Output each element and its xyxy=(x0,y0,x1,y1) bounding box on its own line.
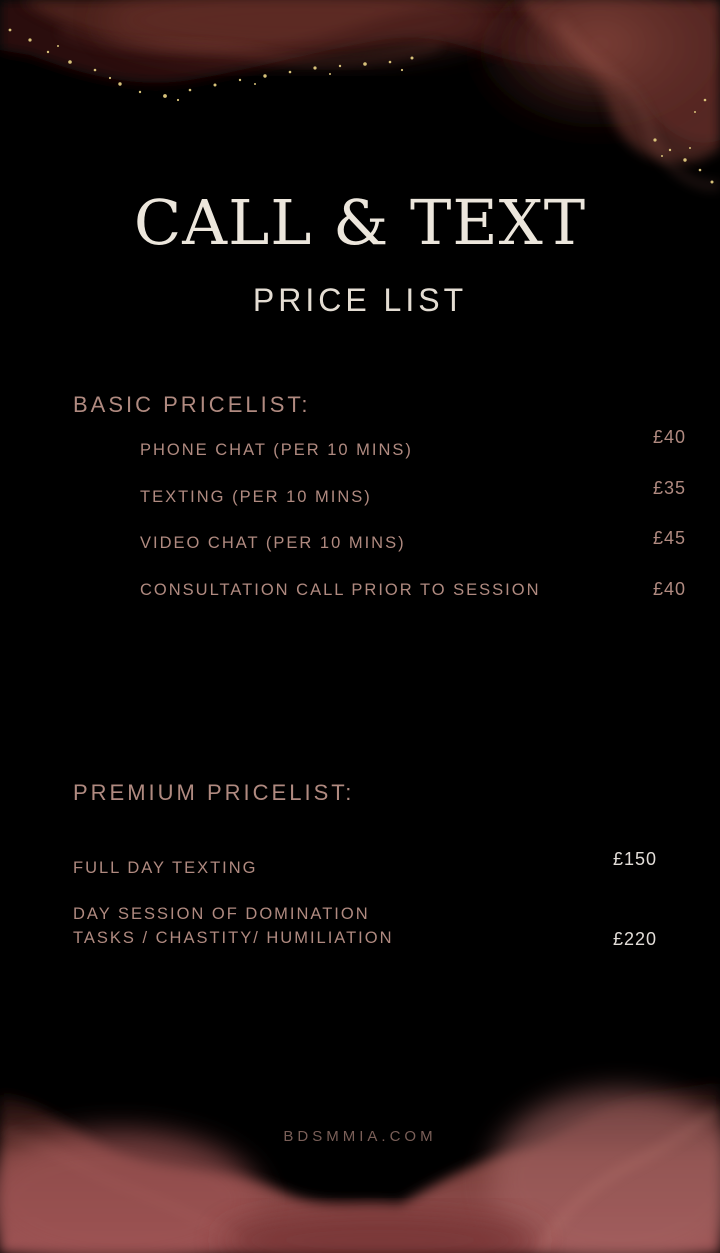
premium-item-label-line1: DAY SESSION OF DOMINATION xyxy=(73,905,370,923)
basic-item-price: £40 xyxy=(652,579,686,599)
page-title: CALL & TEXT xyxy=(133,186,587,259)
basic-item-label: CONSULTATION CALL PRIOR TO SESSION xyxy=(140,581,541,599)
basic-item-price: £45 xyxy=(652,528,686,548)
premium-item-price: £220 xyxy=(612,929,657,949)
premium-item-label: FULL DAY TEXTING xyxy=(73,859,258,877)
premium-pricelist-heading: PREMIUM PRICELIST: xyxy=(73,780,355,805)
bottom-smoke xyxy=(0,1082,720,1253)
basic-item-label: VIDEO CHAT (PER 10 MINS) xyxy=(140,534,406,552)
premium-item-price: £150 xyxy=(612,849,657,869)
website-footer: BDSMMIA.COM xyxy=(283,1128,437,1145)
top-smoke xyxy=(0,0,720,186)
page-subtitle: PRICE LIST xyxy=(252,282,468,318)
basic-item-label: PHONE CHAT (PER 10 MINS) xyxy=(140,441,413,459)
basic-pricelist-heading: BASIC PRICELIST: xyxy=(73,392,311,417)
basic-item-price: £35 xyxy=(652,478,686,498)
premium-item-label-line2: TASKS / CHASTITY/ HUMILIATION xyxy=(73,929,394,947)
basic-item-label: TEXTING (PER 10 MINS) xyxy=(140,488,372,506)
basic-item-price: £40 xyxy=(652,427,686,447)
